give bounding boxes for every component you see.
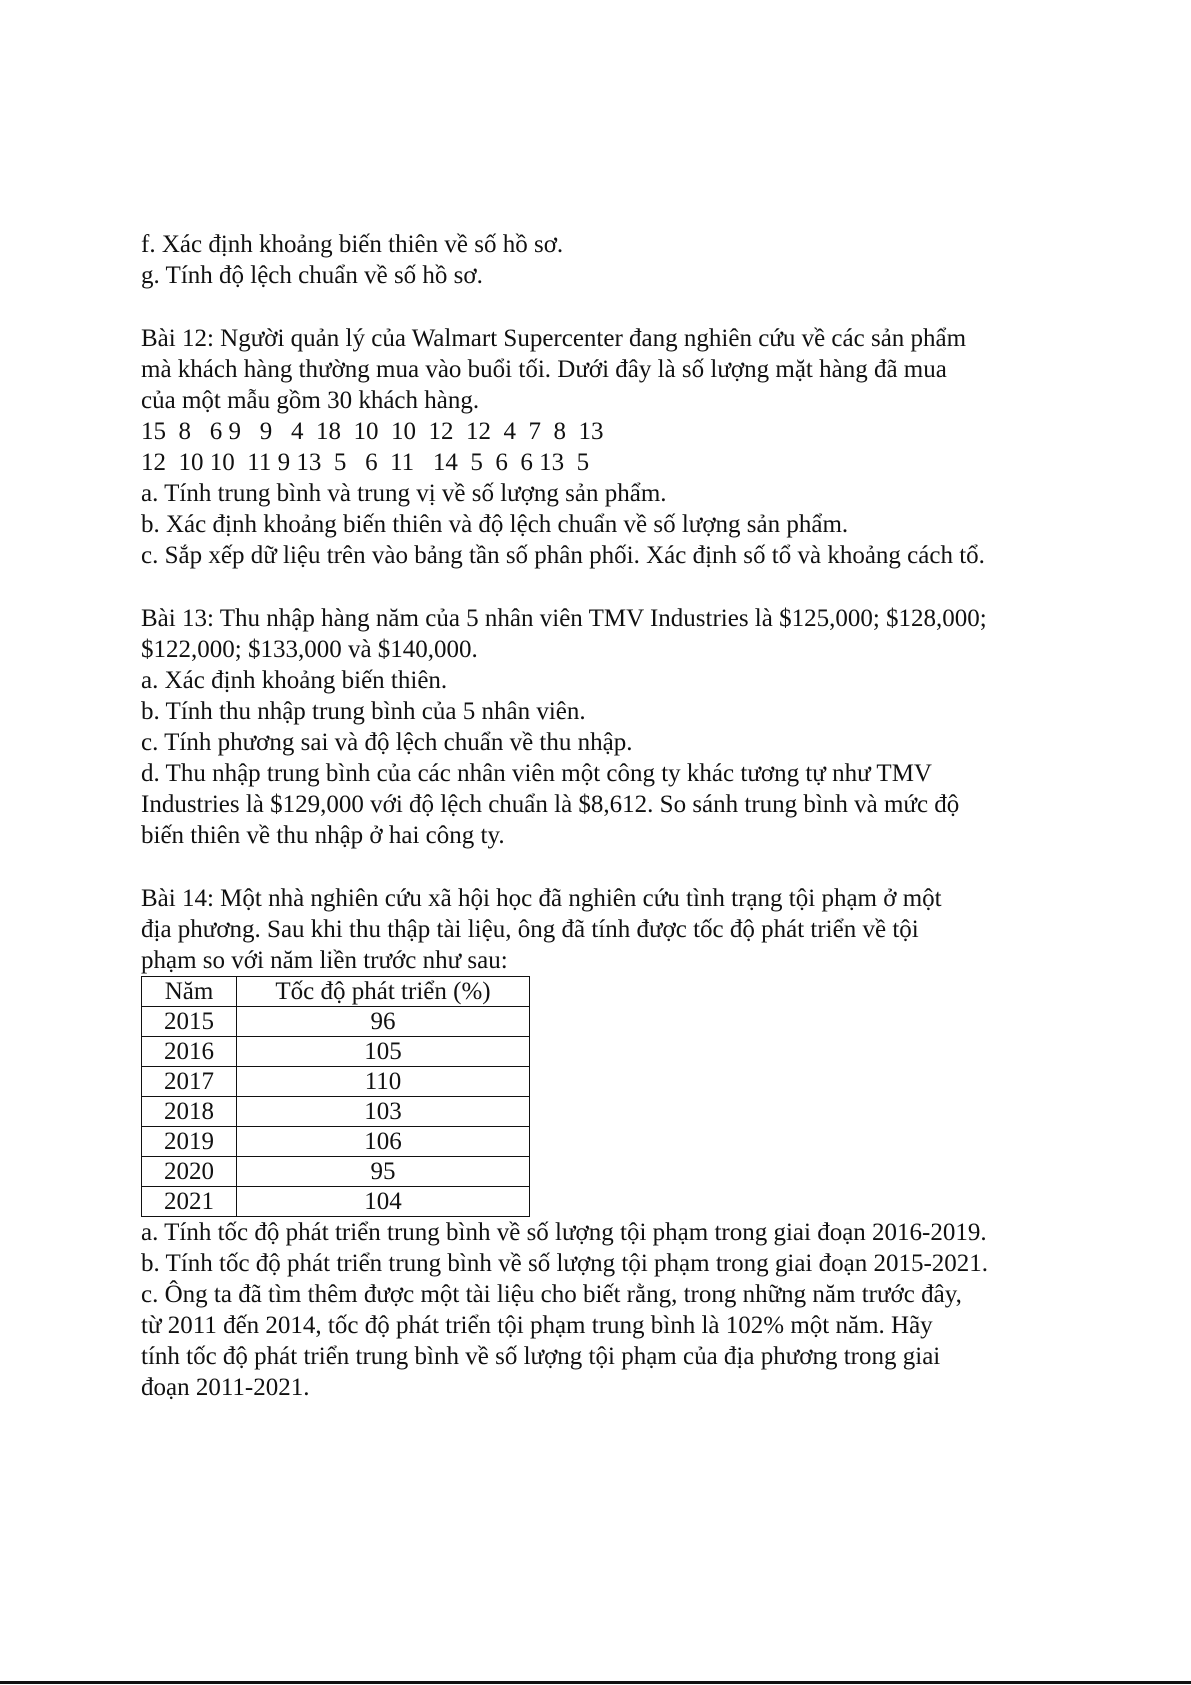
exercise-12-item-a: a. Tính trung bình và trung vị về số lượng sản phẩm. [141, 480, 667, 507]
exercise-13-intro-line: $122,000; $133,000 và $140,000. [141, 636, 478, 663]
exercise-13-item-d-line: d. Thu nhập trung bình của các nhân viên một công ty khác tương tự như TMV [141, 760, 932, 787]
exercise-13-item-d-line: biến thiên về thu nhập ở hai công ty. [141, 822, 505, 849]
table-cell-year: 2021 [142, 1187, 237, 1217]
table-cell-rate: 106 [237, 1127, 530, 1157]
table-cell-rate: 96 [237, 1007, 530, 1037]
table-cell-year: 2017 [142, 1067, 237, 1097]
exercise-14-item-b: b. Tính tốc độ phát triển trung bình về số lượng tội phạm trong giai đoạn 2015-2021. [141, 1250, 989, 1277]
footer-rule [0, 1681, 1191, 1684]
exercise-13-item-a: a. Xác định khoảng biến thiên. [141, 667, 448, 694]
table-row [142, 1127, 530, 1157]
table-cell-rate: 105 [237, 1037, 530, 1067]
exercise-12-item-c: c. Sắp xếp dữ liệu trên vào bảng tần số phân phối. Xác định số tổ và khoảng cách tổ. [141, 542, 985, 569]
table-row [142, 1067, 530, 1097]
exercise-13-intro-line: Bài 13: Thu nhập hàng năm của 5 nhân viên TMV Industries là $125,000; $128,000; [141, 605, 987, 632]
table-cell-rate: 95 [237, 1157, 530, 1187]
growth-rate-table [141, 976, 530, 1217]
table-cell-rate: 110 [237, 1067, 530, 1097]
table-row [142, 1097, 530, 1127]
exercise-14-item-c-line: tính tốc độ phát triển trung bình về số lượng tội phạm của địa phương trong giai [141, 1343, 941, 1370]
table-cell-year: 2020 [142, 1157, 237, 1187]
table-row [142, 1157, 530, 1187]
table-cell-year: 2015 [142, 1007, 237, 1037]
exercise-12-intro-line: mà khách hàng thường mua vào buổi tối. Dưới đây là số lượng mặt hàng đã mua [141, 356, 947, 383]
exercise-14-item-c-line: đoạn 2011-2021. [141, 1374, 310, 1401]
exercise-12-item-b: b. Xác định khoảng biến thiên và độ lệch chuẩn về số lượng sản phẩm. [141, 511, 849, 538]
table-row [142, 1037, 530, 1067]
document-page [141, 229, 1061, 1403]
table-cell-year: 2018 [142, 1097, 237, 1127]
table-cell-rate: 104 [237, 1187, 530, 1217]
exercise-14-intro-line: phạm so với năm liền trước như sau: [141, 947, 508, 974]
exercise-13-item-d-line: Industries là $129,000 với độ lệch chuẩn là $8,612. So sánh trung bình và mức độ [141, 791, 960, 818]
table-row [142, 1007, 530, 1037]
exercise-13-item-b: b. Tính thu nhập trung bình của 5 nhân viên. [141, 698, 586, 725]
table-row [142, 1187, 530, 1217]
exercise-14-item-a: a. Tính tốc độ phát triển trung bình về số lượng tội phạm trong giai đoạn 2016-2019. [141, 1219, 987, 1246]
exercise-12-intro-line: của một mẫu gồm 30 khách hàng. [141, 387, 480, 414]
exercise-12-data-row-1: 15 8 6 9 9 4 18 10 10 12 12 4 7 8 13 [141, 418, 604, 445]
table-cell-rate: 103 [237, 1097, 530, 1127]
item-f: f. Xác định khoảng biến thiên về số hồ sơ. [141, 231, 564, 258]
exercise-13-item-c: c. Tính phương sai và độ lệch chuẩn về thu nhập. [141, 729, 633, 756]
exercise-14-item-c-line: từ 2011 đến 2014, tốc độ phát triển tội phạm trung bình là 102% một năm. Hãy [141, 1312, 933, 1339]
exercise-13 [141, 603, 1061, 851]
table-cell-year: 2016 [142, 1037, 237, 1067]
exercise-14-intro-line: địa phương. Sau khi thu thập tài liệu, ông đã tính được tốc độ phát triển về tội [141, 916, 919, 943]
exercise-14 [141, 883, 1061, 1403]
exercise-14-item-c-line: c. Ông ta đã tìm thêm được một tài liệu cho biết rằng, trong những năm trước đây, [141, 1281, 962, 1308]
table-cell-year: 2019 [142, 1127, 237, 1157]
exercise-12-data-row-2: 12 10 10 11 9 13 5 6 11 14 5 6 6 13 5 [141, 449, 590, 476]
exercise-12-intro-line: Bài 12: Người quản lý của Walmart Supercenter đang nghiên cứu về các sản phẩm [141, 325, 967, 352]
exercise-12 [141, 323, 1061, 571]
item-g: g. Tính độ lệch chuẩn về số hồ sơ. [141, 262, 483, 289]
table-header-year: Năm [142, 977, 237, 1007]
exercise-14-intro-line: Bài 14: Một nhà nghiên cứu xã hội học đã nghiên cứu tình trạng tội phạm ở một [141, 885, 942, 912]
table-header-row [142, 977, 530, 1007]
table-header-rate: Tốc độ phát triển (%) [237, 977, 530, 1007]
